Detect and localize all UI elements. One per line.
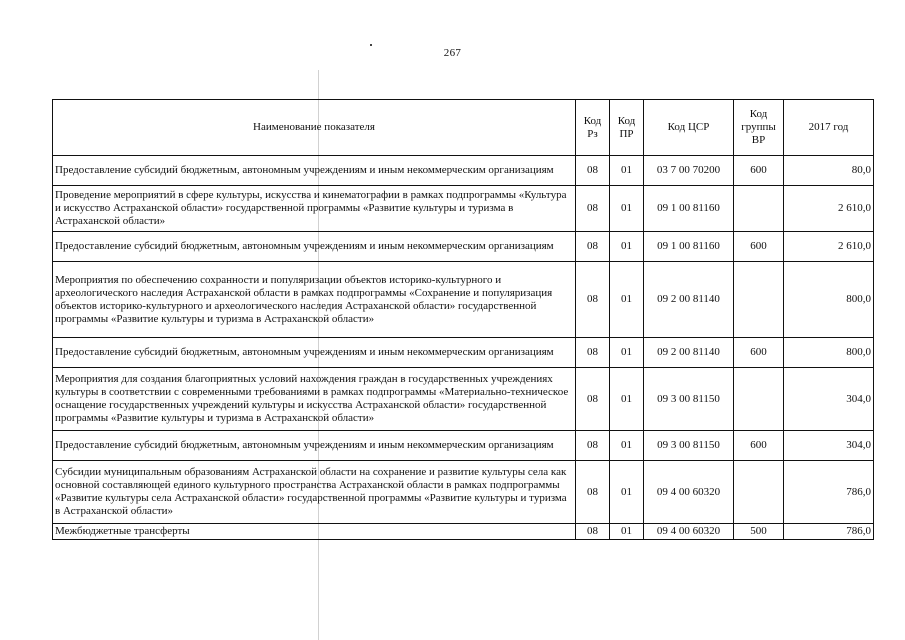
row-rz: 08 xyxy=(576,186,610,232)
row-name: Субсидии муниципальным образованиям Астраханской области на сохранение и развитие культуры села как основной составляющей единого культурного пространства Астраханской области в рамках подпрограммы «Развитие культуры села Астраханской области» государственной программы «Развитие культуры и туризма в Астраханской области» xyxy=(53,461,576,524)
header-vr: Код группы ВР xyxy=(734,100,784,156)
row-csr: 09 3 00 81150 xyxy=(644,431,734,461)
header-rz: Код Рз xyxy=(576,100,610,156)
row-name: Мероприятия по обеспечению сохранности и популяризации объектов историко-культурного и археологического наследия Астраханской области в рамках подпрограммы «Сохранение и популяризация объектов историко-культурного и археологического наследия Астраханской области» государственной программы «Развитие культуры и туризма в Астраханской области» xyxy=(53,262,576,338)
row-amount: 80,0 xyxy=(784,156,874,186)
row-name: Мероприятия для создания благоприятных условий нахождения граждан в государственных учреждениях культуры в соответствии с современными требованиями в рамках подпрограммы «Материально-техническое оснащение государственных учреждений культуры и искусства Астраханской области» государственной программы «Развитие культуры и туризма в Астраханской области» xyxy=(53,368,576,431)
table-row xyxy=(53,186,874,232)
row-vr xyxy=(734,368,784,431)
row-rz: 08 xyxy=(576,338,610,368)
row-amount: 800,0 xyxy=(784,338,874,368)
row-csr: 09 4 00 60320 xyxy=(644,461,734,524)
row-rz: 08 xyxy=(576,461,610,524)
row-name: Предоставление субсидий бюджетным, автономным учреждениям и иным некоммерческим организациям xyxy=(53,338,576,368)
scan-speck xyxy=(370,44,372,46)
budget-table xyxy=(52,99,874,540)
row-vr: 600 xyxy=(734,232,784,262)
table-header-row xyxy=(53,100,874,156)
table-row xyxy=(53,338,874,368)
row-vr xyxy=(734,262,784,338)
row-rz: 08 xyxy=(576,156,610,186)
row-pr: 01 xyxy=(610,186,644,232)
row-vr: 600 xyxy=(734,156,784,186)
row-csr: 09 1 00 81160 xyxy=(644,186,734,232)
row-pr: 01 xyxy=(610,338,644,368)
row-amount: 2 610,0 xyxy=(784,232,874,262)
row-pr: 01 xyxy=(610,232,644,262)
table-row xyxy=(53,232,874,262)
row-amount: 800,0 xyxy=(784,262,874,338)
table-row xyxy=(53,431,874,461)
row-csr: 09 3 00 81150 xyxy=(644,368,734,431)
row-rz: 08 xyxy=(576,262,610,338)
header-name: Наименование показателя xyxy=(53,100,576,156)
row-name: Предоставление субсидий бюджетным, автономным учреждениям и иным некоммерческим организациям xyxy=(53,431,576,461)
scan-fold-line xyxy=(318,70,319,640)
row-csr: 03 7 00 70200 xyxy=(644,156,734,186)
table-row xyxy=(53,461,874,524)
row-rz: 08 xyxy=(576,232,610,262)
page-number: 267 xyxy=(443,47,462,59)
row-pr: 01 xyxy=(610,368,644,431)
row-csr: 09 2 00 81140 xyxy=(644,262,734,338)
header-year: 2017 год xyxy=(784,100,874,156)
table-row xyxy=(53,524,874,540)
row-name: Межбюджетные трансферты xyxy=(53,524,576,540)
table-row xyxy=(53,262,874,338)
row-rz: 08 xyxy=(576,431,610,461)
table-row xyxy=(53,368,874,431)
row-amount: 304,0 xyxy=(784,431,874,461)
row-vr xyxy=(734,461,784,524)
row-amount: 2 610,0 xyxy=(784,186,874,232)
row-amount: 786,0 xyxy=(784,524,874,540)
row-pr: 01 xyxy=(610,156,644,186)
row-rz: 08 xyxy=(576,524,610,540)
header-csr: Код ЦСР xyxy=(644,100,734,156)
row-pr: 01 xyxy=(610,431,644,461)
header-pr: Код ПР xyxy=(610,100,644,156)
row-name: Предоставление субсидий бюджетным, автономным учреждениям и иным некоммерческим организациям xyxy=(53,232,576,262)
row-vr: 500 xyxy=(734,524,784,540)
row-name: Проведение мероприятий в сфере культуры, искусства и кинематографии в рамках подпрограммы «Культура и искусство Астраханской области» государственной программы «Развитие культуры и туризма в Астраханской области» xyxy=(53,186,576,232)
row-rz: 08 xyxy=(576,368,610,431)
row-csr: 09 1 00 81160 xyxy=(644,232,734,262)
row-pr: 01 xyxy=(610,524,644,540)
row-csr: 09 4 00 60320 xyxy=(644,524,734,540)
row-amount: 786,0 xyxy=(784,461,874,524)
row-pr: 01 xyxy=(610,461,644,524)
row-csr: 09 2 00 81140 xyxy=(644,338,734,368)
table-row xyxy=(53,156,874,186)
row-amount: 304,0 xyxy=(784,368,874,431)
row-vr: 600 xyxy=(734,431,784,461)
row-name: Предоставление субсидий бюджетным, автономным учреждениям и иным некоммерческим организациям xyxy=(53,156,576,186)
row-pr: 01 xyxy=(610,262,644,338)
row-vr: 600 xyxy=(734,338,784,368)
row-vr xyxy=(734,186,784,232)
